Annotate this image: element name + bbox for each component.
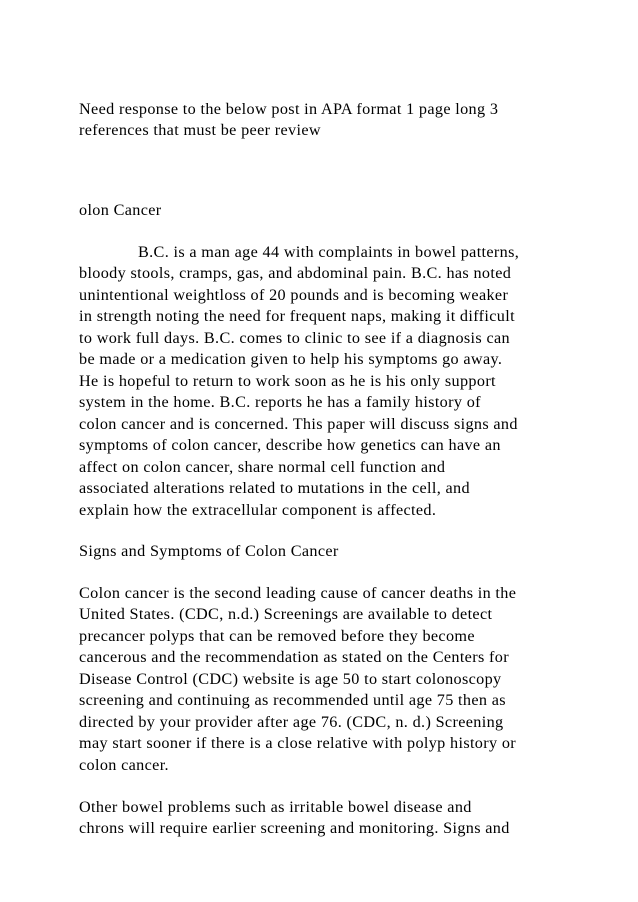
document-title: olon Cancer xyxy=(79,201,162,219)
paragraph-3-line: Other bowel problems such as irritable bowel disease and xyxy=(79,798,472,816)
paragraph-1-line: bloody stools, cramps, gas, and abdominal pain. B.C. has noted xyxy=(79,264,512,282)
paragraph-2-line: screening and continuing as recommended until age 75 then as xyxy=(79,691,506,709)
paragraph-3-line: chrons will require earlier screening and monitoring. Signs and xyxy=(79,819,510,837)
request-line-1: Need response to the below post in APA format 1 page long 3 xyxy=(79,100,499,118)
paragraph-1-line: explain how the extracellular component is affected. xyxy=(79,501,437,519)
paragraph-2-line: Colon cancer is the second leading cause of cancer deaths in the xyxy=(79,584,517,602)
paragraph-1-line: in strength noting the need for frequent naps, making it difficult xyxy=(79,307,515,325)
paragraph-1-line: be made or a medication given to help his symptoms go away. xyxy=(79,350,503,368)
paragraph-1-line: system in the home. B.C. reports he has a family history of xyxy=(79,393,481,411)
paragraph-1-line: symptoms of colon cancer, describe how genetics can have an xyxy=(79,436,501,454)
paragraph-2-line: directed by your provider after age 76. (CDC, n. d.) Screening xyxy=(79,713,504,731)
paragraph-2-line: precancer polyps that can be removed before they become xyxy=(79,627,475,645)
paragraph-1-line: to work full days. B.C. comes to clinic to see if a diagnosis can xyxy=(79,329,510,347)
paragraph-1-line: affect on colon cancer, share normal cell function and xyxy=(79,458,446,476)
paragraph-2-line: colon cancer. xyxy=(79,756,169,774)
paragraph-1-line: unintentional weightloss of 20 pounds and is becoming weaker xyxy=(79,286,509,304)
paragraph-2-line: United States. (CDC, n.d.) Screenings are available to detect xyxy=(79,605,493,623)
paragraph-1-line: associated alterations related to mutations in the cell, and xyxy=(79,479,470,497)
paragraph-1-line: colon cancer and is concerned. This paper will discuss signs and xyxy=(79,415,518,433)
paragraph-2-line: Disease Control (CDC) website is age 50 to start colonoscopy xyxy=(79,670,502,688)
request-line-2: references that must be peer review xyxy=(79,121,321,139)
paragraph-2-line: cancerous and the recommendation as stated on the Centers for xyxy=(79,648,509,666)
paragraph-1-line: He is hopeful to return to work soon as he is his only support xyxy=(79,372,496,390)
section-heading: Signs and Symptoms of Colon Cancer xyxy=(79,542,339,560)
paragraph-1-line: B.C. is a man age 44 with complaints in bowel patterns, xyxy=(138,243,520,261)
paragraph-2-line: may start sooner if there is a close relative with polyp history or xyxy=(79,734,517,752)
